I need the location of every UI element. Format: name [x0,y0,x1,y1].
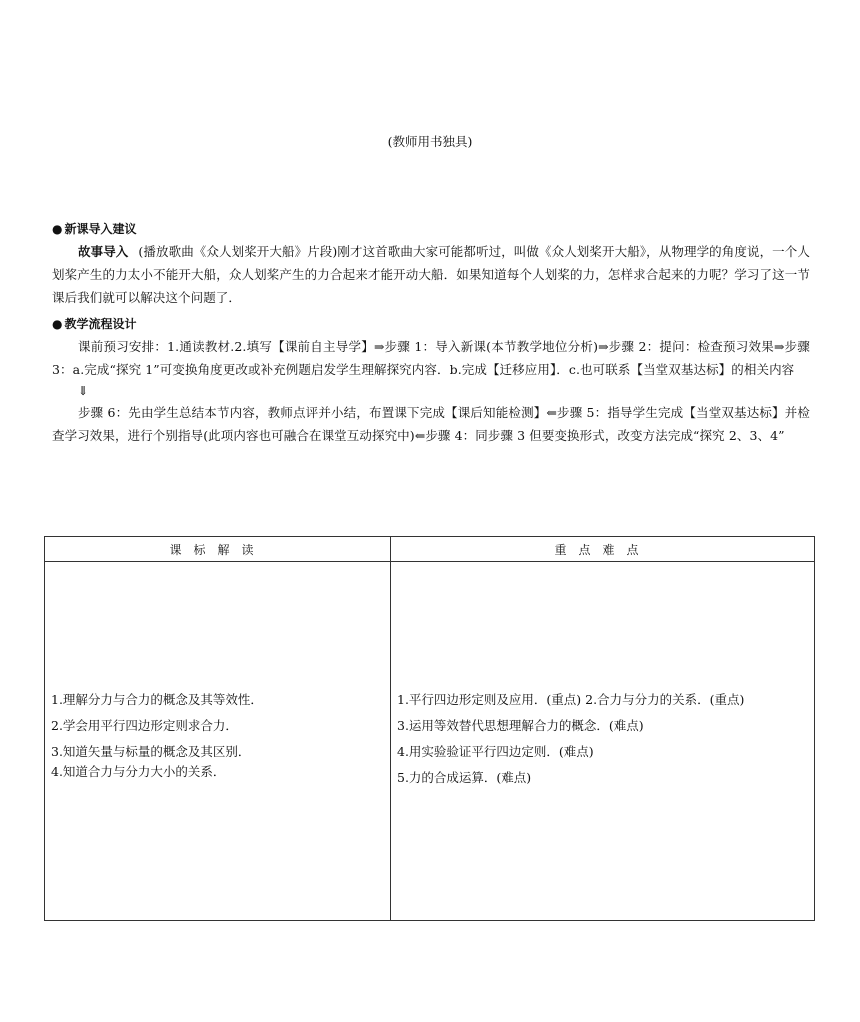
section-title-intro: ● 新课导入建议 [52,222,137,236]
key-point-item: 5.力的合成运算．(难点) [397,770,532,785]
flow-paragraph-2: 步骤 6：先由学生总结本节内容，教师点评并小结，布置课下完成【课后知能检测】⇐步骤 5：指导学生完成【当堂双基达标】并检查学习效果，进行个别指导(此项内容也可融合在课堂互动探究中)⇐步骤 4：同步骤 3 但要变换形式，改变方法完成“探究 2、3、4” [52,405,810,443]
header-key-points: 重点难点 [391,537,815,562]
standard-item: 2.学会用平行四边形定则求合力． [51,718,238,733]
down-arrow-icon: ⇓ [78,383,89,398]
key-point-item: 3.运用等效替代思想理解合力的概念．(难点) [397,718,644,733]
teacher-edition-note: (教师用书独具) [387,134,473,149]
standard-item: 4.知道合力与分力大小的关系． [51,764,226,779]
intro-lead: 故事导入 [78,244,129,259]
bullet-icon: ● [52,317,63,331]
intro-paragraph [52,240,810,309]
key-points-cell [391,562,815,921]
section-title-flow: ● 教学流程设计 [52,317,137,331]
key-point-item: 1.平行四边形定则及应用．(重点) 2.合力与分力的关系．(重点) [397,692,745,707]
header-standards: 课标解读 [45,537,391,562]
standard-item: 3.知道矢量与标量的概念及其区别． [51,744,251,759]
lesson-intro-section [52,218,810,447]
flow-paragraph-1: 课前预习安排：1.通读教材.2.填写【课前自主导学】⇒步骤 1：导入新课(本节教学地位分析)⇒步骤 2：提问：检查预习效果⇒步骤 3：a.完成“探究 1”可变换角度更改或补充例题启发学生理解探究内容．b.完成【迁移应用】．c.也可联系【当堂双基达标】的相关内容 [52,339,810,377]
standard-item: 1.理解分力与合力的概念及其等效性． [51,692,263,707]
table-body-row [45,562,815,921]
table-header-row [45,537,815,562]
key-point-item: 4.用实验验证平行四边定则．(难点) [397,744,594,759]
standards-cell [45,562,391,921]
bullet-icon: ● [52,222,63,236]
curriculum-table [44,536,815,921]
intro-text: (播放歌曲《众人划桨开大船》片段)刚才这首歌曲大家可能都听过，叫做《众人划桨开大船》，从物理学的角度说，一个人划桨产生的力太小不能开大船，众人划桨产生的力合起来才能开动大船．如果知道每个人划桨的力，怎样求合起来的力呢？学习了这一节课后我们就可以解决这个问题了． [52,244,810,305]
